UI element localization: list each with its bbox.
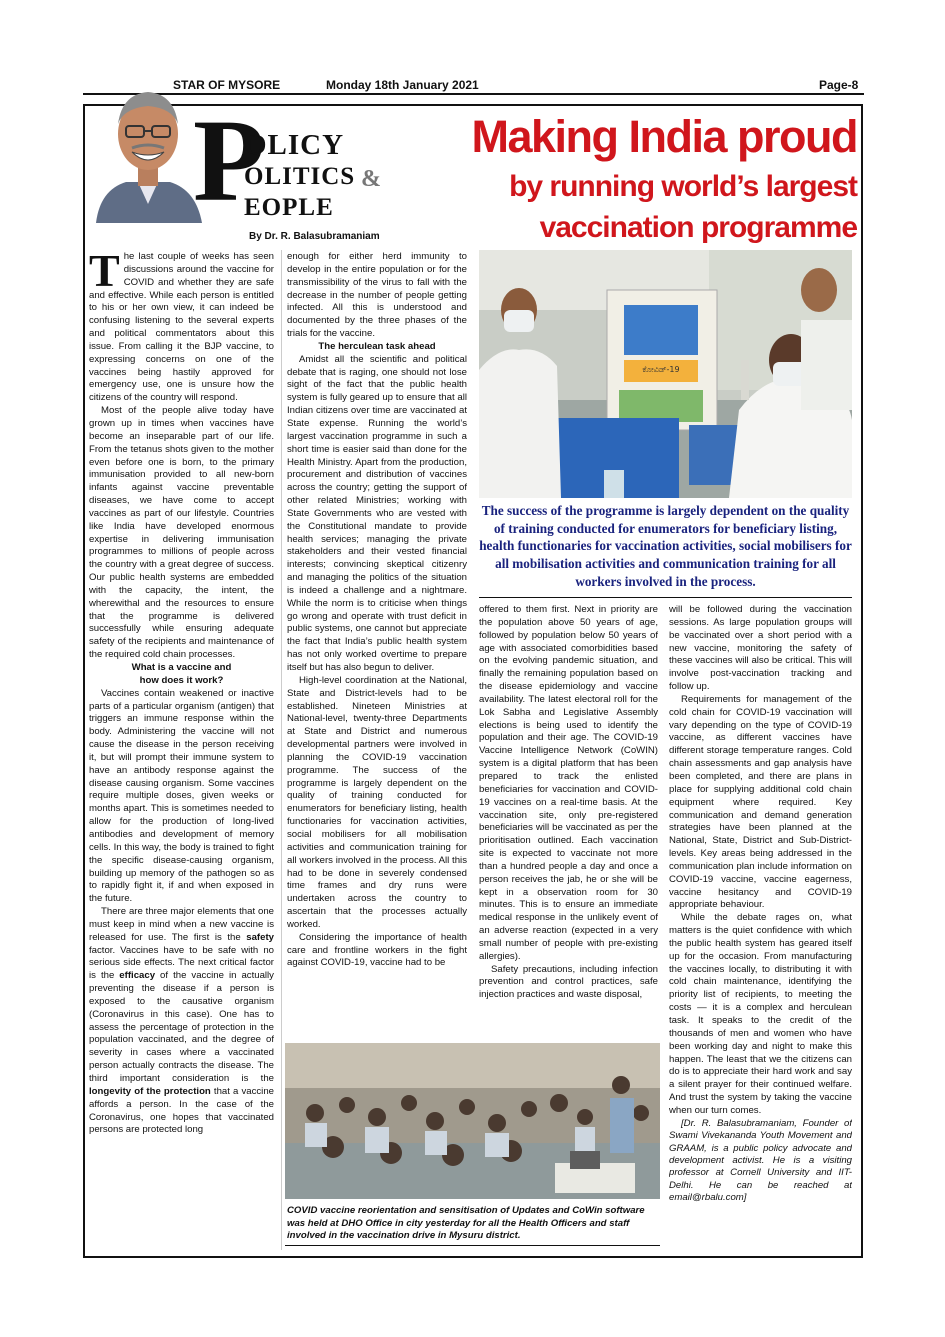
article-column-3 (479, 604, 658, 1038)
issue-date: Monday 18th January 2021 (326, 78, 479, 92)
poster-text: ಕೋವಿಡ್-19 (642, 365, 680, 374)
col1-para-1: he last couple of weeks has seen discussions around the vaccine for COVID and whether they are safe and effective. While each person is entitled to his or her own view, it can indeed be confusing listening to the several experts and political commentators about this issue. From calling it the BJP vaccine, to expressing concerns on one of the vaccines being hastily approved for emergency use, one is unsure how the citizens of the country will respond. (89, 251, 274, 404)
logo-line-politics: OLITICS (244, 163, 356, 190)
logo-line-policy: OLICY (244, 129, 345, 161)
pull-quote: The success of the programme is largely dependent on the quality of training conducted for enumerators for beneficiary listing, health functionaries for vaccination activities, social mobilisers for all mobilisation activities and communication training for all workers involved in the process. (479, 503, 852, 589)
author-bio: [Dr. R. Balasubramaniam, Founder of Swami Vivekananda Youth Movement and GRAAM, is a public policy advocate and development activist. He is a visiting professor at Cornell University and IIT-Delhi. He can be reached at email@rbalu.com] (669, 1117, 852, 1204)
subhead-herculean-task: The herculean task ahead (318, 340, 436, 352)
col2-para-4: Considering the importance of health care and frontline workers in the fight against COVID-19, vaccine had to be (287, 931, 467, 969)
article-column-2 (287, 251, 467, 1037)
headline-line-1: Making India proud (471, 111, 857, 162)
meeting-photo (285, 1043, 660, 1199)
col2-para-1: enough for either herd immunity to develop in the entire population or for the transmissibility of the virus to fall with the decrease in the number of people getting infected. All this is understood and documented by the three phases of the trials for the vaccine. (287, 251, 467, 340)
logo-big-letter: P (193, 95, 266, 226)
logo-ampersand: & (361, 166, 381, 192)
subhead-what-is-vaccine-2: how does it work? (139, 674, 224, 686)
vaccination-photo (479, 250, 852, 498)
page-number: Page-8 (819, 78, 859, 92)
meeting-photo-caption: COVID vaccine reorientation and sensitisation of Updates and CoWin software was held at DHO Office in city yesterday for all the Health Officers and staff involved in the vaccination drive in Mysuru district. (287, 1205, 645, 1242)
col2-para-3: High-level coordination at the National, State and District-levels had to be established. Nineteen Ministries at National-level, twenty-three Departments at State and District and numerous developmental partners were involved in planning the COVID-19 vaccination programme. The success of the programme is largely dependent on the quality of training conducted for enumerators for beneficiary listing, health functionaries for vaccination activities, social mobilisers for all mobilisation activities and communication training for all workers involved in the process. All this had to be done in severely condensed time frames and dry runs were undertaken across the country to ascertain that the processes actually worked. (287, 674, 467, 930)
col3-para-1: offered to them first. Next in priority are the population above 50 years of age, followed by population below 50 years of age with associated comorbidities based on the evolving pandemic situation, and finally the remaining population based on the disease epidemiology and vaccine availability. The latest electoral roll for the Lok Sabha and Legislative Assembly elections is being used to identify the population and their age. The COVID-19 Vaccine Intelligence Network (CoWIN) system is a digital platform that has been prepared to track the enlisted beneficiaries for vaccination and COVID-19 vaccines on a real-time basis. At the vaccination site, only pre-registered beneficiaries will be vaccinated as per the prioritisation outlined. Each vaccination site is expected to vaccinate not more than a hundred people a day and once a person receives the jab, he or she will be kept in a observation room for 30 minutes. This is to ensure an immediate medical response in the unlikely event of an adverse reaction (expected in a very small number of people with pre-existing allergies). (479, 604, 658, 962)
subhead-what-is-vaccine-1: What is a vaccine and (131, 662, 232, 673)
column-divider (281, 250, 282, 1250)
article-column-1 (89, 251, 274, 1247)
col2-para-2: Amidst all the scientific and political debate that is raging, one should not lose sight of the fact that the public health system is fully geared up to ensure that all Indian citizens over time are vaccinated at State expense. Running the world’s largest vaccination programme in such a short time is easier said than done for the Health Ministry. Apart from the production, procurement and distribution of vaccines across the country; getting the support of other related Ministries; working with State Governments who are vested with the Constitutional mandate to provide health services; managing the private stakeholders and their vested financial interests; convincing skeptical citizenry and managing the politics of the situation is indeed a challenge and a nightmare. While the norm is to criticise when things go wrong and operate with trust deficit in public systems, one cannot but appreciate the fact that India’s public health system has not only worked overtime to prepare itself but has also begun to deliver. (287, 353, 467, 673)
author-portrait (86, 78, 210, 223)
pull-quote-rule (479, 597, 852, 598)
col1-para-4: There are three major elements that one must keep in mind when a new vaccine is released for use. The first is the safety factor. Vaccines have to be safe with no serious side effects. The next critical factor is the efficacy of the vaccine in actually preventing the disease if a person is exposed to the causative organism (Coronavirus in this case). One has to assess the percentage of protection in the population vaccinated, and the degree of severity in cases where a vaccinated person actually contracts the disease. The third important consideration is the longevity of the protection that a vaccine affords a person. In the case of the Coronavirus, one hopes that vaccinated persons are protected long (89, 906, 274, 1136)
paper-name: STAR OF MYSORE (173, 78, 281, 92)
col1-para-2: Most of the people alive today have grown up in times when vaccines have become an inseparable part of our life. From the tetanus shots given to the mother even before one is born, to the primary immunisation provided to all new-born infants against vaccine preventable diseases, we have come to accept vaccines as part of our lifestyle. Countries like India have developed enormous expertise in delivering immunisation programmes to millions of people across the country with a great degree of success. Our public health systems are embedded with the capacity, the intent, the wherewithal and the resources to ensure that the programme is delivered successfully while ensuring adequate safety of the recipients and maintenance of the required cold chain processes. (89, 405, 274, 661)
caption-rule (285, 1245, 660, 1246)
headline-line-3: vaccination programme (539, 211, 857, 244)
logo-line-people: EOPLE (244, 194, 334, 221)
col4-para-1: will be followed during the vaccination sessions. As large population groups will be vaccinated over a short period with a new vaccine, monitoring the safety of these vaccines will also be critical. This will involve post-vaccination tracking and follow up. (669, 604, 852, 693)
byline: By Dr. R. Balasubramaniam (249, 231, 380, 242)
col1-para-3: Vaccines contain weakened or inactive parts of a particular organism (antigen) that triggers an immune response within the body. Administering the vaccine will not cause the disease in the person receiving it, but will prompt their immune system to have an antibody response against the disease causing organism. Some vaccines require multiple doses, given weeks or months apart. This is sometimes needed to allow for the production of long-lived antibodies and development of memory cells. In this way, the body is trained to fight the specific disease-causing organism, building up memory of the pathogen so as to rapidly fight it, if and when exposed in the future. (89, 687, 274, 905)
article-column-4 (669, 604, 852, 1250)
drop-cap: T (89, 251, 120, 296)
col4-para-2: Requirements for management of the cold chain for COVID-19 vaccination will vary depending on the type of COVID-19 vaccine, as different vaccines have different storage temperature ranges. Cold chain assessments and gap analysis have been completed, and there are plans in place for supplying additional cold chain equipment where required. Key communication and demand generation strategies have been planned at the National, State, District and Sub-District-levels. Key areas being addressed in the communication plan include information on COVID-19 vaccine, vaccine eagerness, vaccine hesitancy and COVID-19 appropriate behaviour. (669, 693, 852, 911)
col4-para-3: While the debate rages on, what matters is the quiet confidence with which the public health system has geared itself up for the occasion. From manufacturing the vaccines locally, to distributing it with cold chain maintenance, identifying the priority list of recipients, to meeting the costs — it is a complex and herculean task. It speaks to the credit of the thousands of men and women who have been working day and night to make this happen. The least that we the citizens can do is to appreciate their hard work and say a silent prayer for their continued welfare. And trust the system by taking the vaccine when our turn comes. (669, 912, 852, 1116)
headline-line-2: by running world’s largest (509, 170, 857, 203)
col3-para-2: Safety precautions, including infection prevention and control practices, safe injection practices and waste disposal, (479, 963, 658, 1001)
